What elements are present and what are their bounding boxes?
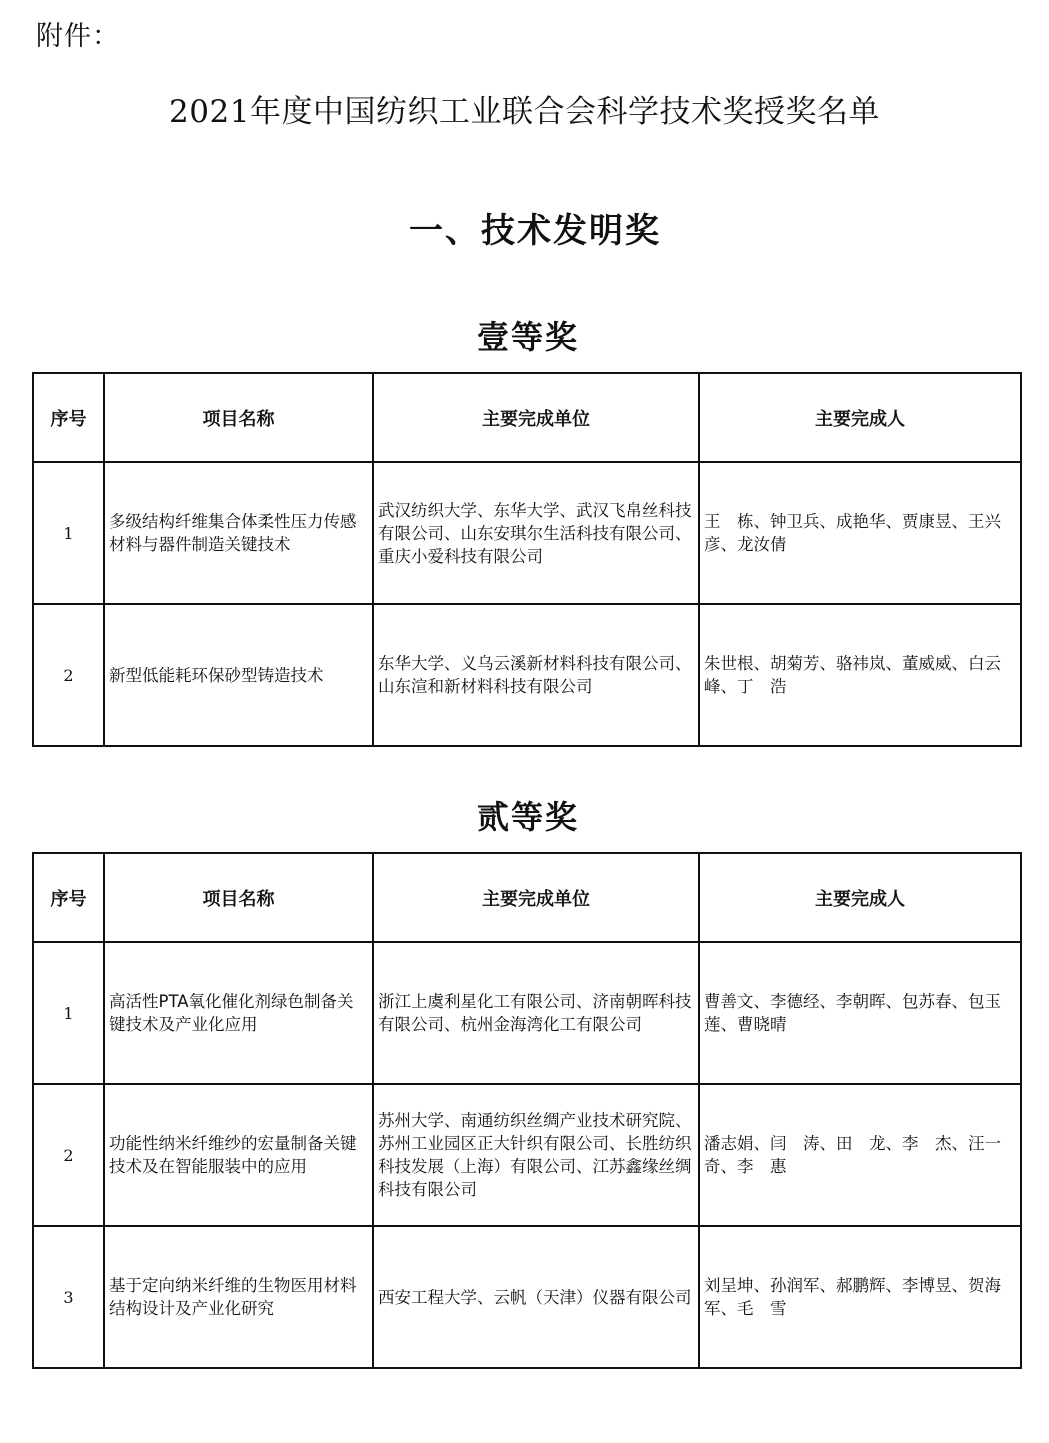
header-project: 项目名称	[104, 853, 373, 942]
first-prize-table	[32, 372, 1022, 747]
second-prize-title: 贰等奖	[476, 798, 579, 836]
table-header-row	[33, 853, 1021, 942]
table-row	[33, 1226, 1021, 1368]
row-number: 1	[33, 462, 104, 604]
table-row	[33, 462, 1021, 604]
completing-people: 刘呈坤、孙润军、郝鹏辉、李博昱、贺海军、毛 雪	[699, 1226, 1021, 1368]
header-no: 序号	[33, 853, 104, 942]
row-number: 3	[33, 1226, 104, 1368]
project-name: 多级结构纤维集合体柔性压力传感材料与器件制造关键技术	[104, 462, 373, 604]
project-name: 基于定向纳米纤维的生物医用材料结构设计及产业化研究	[104, 1226, 373, 1368]
document-title: 2021年度中国纺织工业联合会科学技术奖授奖名单	[169, 94, 880, 130]
project-name: 新型低能耗环保砂型铸造技术	[104, 604, 373, 746]
completing-units: 苏州大学、南通纺织丝绸产业技术研究院、苏州工业园区正大针织有限公司、长胜纺织科技发展（上海）有限公司、江苏鑫缘丝绸科技有限公司	[373, 1084, 699, 1226]
completing-units: 浙江上虞利星化工有限公司、济南朝晖科技有限公司、杭州金海湾化工有限公司	[373, 942, 699, 1084]
project-name: 高活性PTA氧化催化剂绿色制备关键技术及产业化应用	[104, 942, 373, 1084]
section-title: 一、技术发明奖	[409, 211, 661, 251]
row-number: 2	[33, 1084, 104, 1226]
first-prize-title: 壹等奖	[476, 318, 579, 356]
completing-units: 武汉纺织大学、东华大学、武汉飞帛丝科技有限公司、山东安琪尔生活科技有限公司、重庆小爱科技有限公司	[373, 462, 699, 604]
attachment-label: 附件：	[36, 21, 120, 52]
header-units: 主要完成单位	[373, 373, 699, 462]
header-no: 序号	[33, 373, 104, 462]
row-number: 2	[33, 604, 104, 746]
completing-units: 西安工程大学、云帆（天津）仪器有限公司	[373, 1226, 699, 1368]
completing-units: 东华大学、义乌云溪新材料科技有限公司、山东渲和新材料科技有限公司	[373, 604, 699, 746]
row-number: 1	[33, 942, 104, 1084]
table-header-row	[33, 373, 1021, 462]
completing-people: 王 栋、钟卫兵、成艳华、贾康昱、王兴彦、龙汝倩	[699, 462, 1021, 604]
header-people: 主要完成人	[699, 853, 1021, 942]
project-name: 功能性纳米纤维纱的宏量制备关键技术及在智能服装中的应用	[104, 1084, 373, 1226]
second-prize-table	[32, 852, 1022, 1369]
header-project: 项目名称	[104, 373, 373, 462]
header-units: 主要完成单位	[373, 853, 699, 942]
table-row	[33, 604, 1021, 746]
completing-people: 潘志娟、闫 涛、田 龙、李 杰、汪一奇、李 惠	[699, 1084, 1021, 1226]
completing-people: 朱世根、胡菊芳、骆祎岚、董威威、白云峰、丁 浩	[699, 604, 1021, 746]
completing-people: 曹善文、李德经、李朝晖、包苏春、包玉莲、曹晓晴	[699, 942, 1021, 1084]
header-people: 主要完成人	[699, 373, 1021, 462]
table-row	[33, 942, 1021, 1084]
table-row	[33, 1084, 1021, 1226]
